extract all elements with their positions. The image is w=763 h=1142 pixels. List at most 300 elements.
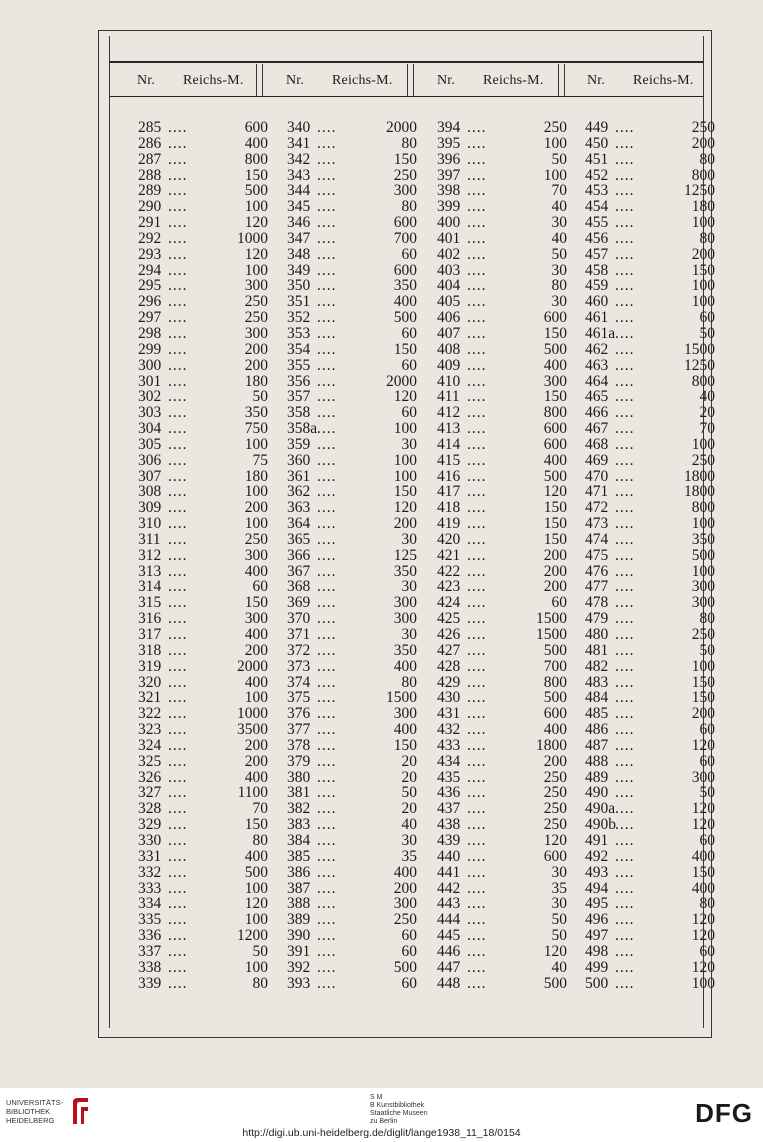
table-row bbox=[585, 168, 715, 184]
leader-dots: .... bbox=[615, 372, 635, 390]
item-number: 388 bbox=[287, 895, 311, 913]
leader-dots: .... bbox=[168, 958, 188, 976]
leader-dots: .... bbox=[467, 752, 487, 770]
price-value: 40 bbox=[551, 958, 567, 976]
item-number: 485 bbox=[585, 705, 609, 723]
item-number: 356 bbox=[287, 372, 311, 390]
table-row bbox=[585, 849, 715, 865]
table-row bbox=[585, 374, 715, 390]
table-row bbox=[287, 405, 417, 421]
price-value: 1800 bbox=[684, 483, 715, 501]
price-value: 500 bbox=[543, 467, 567, 485]
leader-dots: .... bbox=[317, 420, 337, 438]
item-number: 432 bbox=[437, 721, 461, 739]
leader-dots: .... bbox=[615, 958, 635, 976]
item-number: 324 bbox=[138, 736, 162, 754]
leader-dots: .... bbox=[168, 705, 188, 723]
price-value: 20 bbox=[401, 752, 417, 770]
leader-dots: .... bbox=[615, 626, 635, 643]
price-value: 3500 bbox=[237, 721, 268, 739]
table-row bbox=[138, 706, 268, 722]
item-number: 489 bbox=[585, 768, 609, 786]
table-row bbox=[287, 215, 417, 231]
leader-dots: .... bbox=[168, 879, 188, 897]
item-number: 484 bbox=[585, 689, 609, 707]
table-row bbox=[138, 595, 268, 611]
leader-dots: .... bbox=[467, 182, 487, 200]
price-value: 400 bbox=[543, 721, 567, 739]
leader-dots: .... bbox=[467, 546, 487, 564]
price-value: 50 bbox=[551, 911, 567, 929]
item-number: 482 bbox=[585, 657, 609, 675]
price-value: 150 bbox=[691, 689, 715, 707]
table-row bbox=[585, 263, 715, 279]
table-row bbox=[138, 944, 268, 960]
price-value: 120 bbox=[543, 483, 567, 501]
price-value: 250 bbox=[244, 530, 268, 548]
leader-dots: .... bbox=[467, 150, 487, 168]
leader-dots: .... bbox=[317, 911, 337, 929]
table-row bbox=[437, 358, 567, 374]
leader-dots: .... bbox=[168, 356, 188, 374]
table-row bbox=[287, 231, 417, 247]
price-value: 180 bbox=[244, 467, 268, 485]
price-value: 350 bbox=[244, 404, 268, 422]
price-value: 150 bbox=[691, 261, 715, 279]
table-row bbox=[138, 168, 268, 184]
item-number: 469 bbox=[585, 451, 609, 469]
leader-dots: .... bbox=[168, 388, 188, 406]
item-number: 461 bbox=[585, 309, 609, 327]
price-value: 300 bbox=[244, 546, 268, 564]
item-number: 330 bbox=[138, 831, 162, 849]
table-row bbox=[585, 215, 715, 231]
leader-dots: .... bbox=[615, 641, 635, 659]
item-number: 449 bbox=[585, 119, 609, 136]
item-number: 323 bbox=[138, 721, 162, 739]
leader-dots: .... bbox=[317, 879, 337, 897]
table-row bbox=[437, 675, 567, 691]
price-value: 100 bbox=[691, 657, 715, 675]
leader-dots: .... bbox=[467, 673, 487, 691]
leader-dots: .... bbox=[615, 721, 635, 739]
price-value: 120 bbox=[244, 214, 268, 232]
price-value: 120 bbox=[244, 895, 268, 913]
leader-dots: .... bbox=[615, 435, 635, 453]
museum-stamp: S M B Kunstbibliothek Staatliche Museen zu Berlin bbox=[370, 1094, 428, 1125]
price-value: 600 bbox=[543, 309, 567, 327]
header-rule bbox=[109, 96, 703, 97]
price-value: 150 bbox=[543, 515, 567, 533]
item-number: 385 bbox=[287, 847, 311, 865]
table-row bbox=[287, 643, 417, 659]
item-number: 317 bbox=[138, 626, 162, 643]
table-row bbox=[287, 865, 417, 881]
price-value: 150 bbox=[691, 863, 715, 881]
leader-dots: .... bbox=[467, 119, 487, 136]
price-value: 100 bbox=[244, 911, 268, 929]
item-number: 336 bbox=[138, 927, 162, 945]
leader-dots: .... bbox=[615, 768, 635, 786]
price-value: 250 bbox=[543, 816, 567, 834]
price-value: 100 bbox=[393, 451, 417, 469]
leader-dots: .... bbox=[467, 578, 487, 596]
table-row bbox=[287, 627, 417, 643]
leader-dots: .... bbox=[168, 784, 188, 802]
item-number: 291 bbox=[138, 214, 162, 232]
item-number: 403 bbox=[437, 261, 461, 279]
table-row bbox=[585, 564, 715, 580]
table-row bbox=[585, 928, 715, 944]
leader-dots: .... bbox=[317, 626, 337, 643]
table-row bbox=[437, 833, 567, 849]
leader-dots: .... bbox=[168, 467, 188, 485]
leader-dots: .... bbox=[317, 261, 337, 279]
table-row bbox=[138, 881, 268, 897]
item-number: 395 bbox=[437, 134, 461, 152]
price-value: 200 bbox=[691, 134, 715, 152]
item-number: 386 bbox=[287, 863, 311, 881]
item-number: 450 bbox=[585, 134, 609, 152]
item-number: 366 bbox=[287, 546, 311, 564]
table-row bbox=[138, 278, 268, 294]
table-row bbox=[585, 865, 715, 881]
item-number: 398 bbox=[437, 182, 461, 200]
price-value: 350 bbox=[393, 641, 417, 659]
item-number: 333 bbox=[138, 879, 162, 897]
leader-dots: .... bbox=[168, 594, 188, 612]
item-number: 487 bbox=[585, 736, 609, 754]
price-value: 200 bbox=[691, 245, 715, 263]
table-row bbox=[585, 801, 715, 817]
leader-dots: .... bbox=[615, 182, 635, 200]
table-row bbox=[585, 754, 715, 770]
item-number: 438 bbox=[437, 816, 461, 834]
price-value: 1500 bbox=[684, 340, 715, 358]
table-row bbox=[437, 168, 567, 184]
item-number: 368 bbox=[287, 578, 311, 596]
leader-dots: .... bbox=[467, 847, 487, 865]
item-number: 293 bbox=[138, 245, 162, 263]
item-number: 443 bbox=[437, 895, 461, 913]
nr-label: Nr. bbox=[437, 73, 456, 88]
leader-dots: .... bbox=[467, 594, 487, 612]
price-value: 120 bbox=[244, 245, 268, 263]
table-row bbox=[138, 564, 268, 580]
leader-dots: .... bbox=[615, 119, 635, 136]
leader-dots: .... bbox=[317, 499, 337, 517]
table-row bbox=[437, 215, 567, 231]
price-value: 600 bbox=[543, 705, 567, 723]
table-row bbox=[287, 881, 417, 897]
item-number: 396 bbox=[437, 150, 461, 168]
table-row bbox=[437, 659, 567, 675]
price-value: 250 bbox=[543, 768, 567, 786]
leader-dots: .... bbox=[467, 721, 487, 739]
table-row bbox=[437, 421, 567, 437]
price-value: 50 bbox=[699, 784, 715, 802]
leader-dots: .... bbox=[168, 150, 188, 168]
item-number: 481 bbox=[585, 641, 609, 659]
leader-dots: .... bbox=[615, 562, 635, 580]
table-row bbox=[138, 342, 268, 358]
leader-dots: .... bbox=[317, 610, 337, 628]
leader-dots: .... bbox=[615, 166, 635, 184]
item-number: 326 bbox=[138, 768, 162, 786]
item-number: 309 bbox=[138, 499, 162, 517]
table-row bbox=[585, 231, 715, 247]
price-value: 150 bbox=[244, 816, 268, 834]
item-number: 286 bbox=[138, 134, 162, 152]
table-row bbox=[437, 928, 567, 944]
table-row bbox=[437, 881, 567, 897]
table-row bbox=[287, 326, 417, 342]
price-value: 200 bbox=[393, 879, 417, 897]
item-number: 376 bbox=[287, 705, 311, 723]
table-row bbox=[585, 469, 715, 485]
item-number: 460 bbox=[585, 293, 609, 311]
price-value: 250 bbox=[393, 911, 417, 929]
item-number: 328 bbox=[138, 800, 162, 818]
item-number: 455 bbox=[585, 214, 609, 232]
item-number: 440 bbox=[437, 847, 461, 865]
price-value: 200 bbox=[244, 736, 268, 754]
table-row bbox=[585, 310, 715, 326]
item-number: 472 bbox=[585, 499, 609, 517]
item-number: 476 bbox=[585, 562, 609, 580]
leader-dots: .... bbox=[615, 784, 635, 802]
leader-dots: .... bbox=[168, 261, 188, 279]
item-number: 349 bbox=[287, 261, 311, 279]
leader-dots: .... bbox=[168, 673, 188, 691]
table-row bbox=[585, 389, 715, 405]
item-number: 312 bbox=[138, 546, 162, 564]
item-number: 318 bbox=[138, 641, 162, 659]
item-number: 461a bbox=[585, 324, 616, 342]
price-value: 150 bbox=[393, 483, 417, 501]
leader-dots: .... bbox=[467, 324, 487, 342]
item-number: 421 bbox=[437, 546, 461, 564]
table-row bbox=[287, 152, 417, 168]
leader-dots: .... bbox=[168, 404, 188, 422]
item-number: 407 bbox=[437, 324, 461, 342]
column-header bbox=[137, 73, 277, 89]
table-row bbox=[138, 579, 268, 595]
leader-dots: .... bbox=[615, 150, 635, 168]
price-value: 20 bbox=[699, 404, 715, 422]
table-row bbox=[585, 881, 715, 897]
price-value: 60 bbox=[699, 831, 715, 849]
table-row bbox=[437, 817, 567, 833]
table-row bbox=[585, 675, 715, 691]
price-value: 300 bbox=[691, 768, 715, 786]
item-number: 433 bbox=[437, 736, 461, 754]
price-value: 50 bbox=[551, 245, 567, 263]
leader-dots: .... bbox=[467, 372, 487, 390]
table-row bbox=[585, 896, 715, 912]
table-row bbox=[585, 437, 715, 453]
table-row bbox=[138, 801, 268, 817]
price-value: 80 bbox=[401, 198, 417, 216]
item-number: 437 bbox=[437, 800, 461, 818]
price-value: 120 bbox=[691, 958, 715, 976]
table-row bbox=[138, 643, 268, 659]
leader-dots: .... bbox=[317, 309, 337, 327]
item-number: 347 bbox=[287, 229, 311, 247]
price-value: 125 bbox=[393, 546, 417, 564]
item-number: 358 bbox=[287, 404, 311, 422]
price-column-1 bbox=[138, 120, 268, 991]
item-number: 321 bbox=[138, 689, 162, 707]
price-value: 100 bbox=[244, 435, 268, 453]
table-row bbox=[437, 469, 567, 485]
price-value: 400 bbox=[393, 721, 417, 739]
leader-dots: .... bbox=[317, 689, 337, 707]
table-row bbox=[287, 342, 417, 358]
item-number: 337 bbox=[138, 942, 162, 960]
leader-dots: .... bbox=[168, 752, 188, 770]
item-number: 319 bbox=[138, 657, 162, 675]
item-number: 451 bbox=[585, 150, 609, 168]
leader-dots: .... bbox=[467, 895, 487, 913]
price-value: 800 bbox=[244, 150, 268, 168]
price-value: 400 bbox=[543, 356, 567, 374]
price-value: 60 bbox=[401, 245, 417, 263]
source-url-link[interactable]: http://digi.ub.uni-heidelberg.de/diglit/lange1938_11_18/0154 bbox=[242, 1127, 521, 1139]
table-row bbox=[287, 120, 417, 136]
price-value: 60 bbox=[699, 721, 715, 739]
price-value: 80 bbox=[252, 831, 268, 849]
item-number: 490 bbox=[585, 784, 609, 802]
item-number: 434 bbox=[437, 752, 461, 770]
item-number: 428 bbox=[437, 657, 461, 675]
leader-dots: .... bbox=[168, 420, 188, 438]
leader-dots: .... bbox=[317, 388, 337, 406]
item-number: 338 bbox=[138, 958, 162, 976]
table-row bbox=[287, 595, 417, 611]
table-row bbox=[437, 437, 567, 453]
leader-dots: .... bbox=[168, 578, 188, 596]
table-row bbox=[138, 928, 268, 944]
leader-dots: .... bbox=[615, 420, 635, 438]
leader-dots: .... bbox=[168, 800, 188, 818]
item-number: 416 bbox=[437, 467, 461, 485]
price-value: 60 bbox=[699, 942, 715, 960]
price-value: 1800 bbox=[684, 467, 715, 485]
item-number: 393 bbox=[287, 974, 311, 992]
table-row bbox=[585, 833, 715, 849]
table-row bbox=[585, 627, 715, 643]
item-number: 329 bbox=[138, 816, 162, 834]
price-value: 60 bbox=[401, 942, 417, 960]
price-value: 30 bbox=[401, 626, 417, 643]
table-row bbox=[138, 326, 268, 342]
item-number: 339 bbox=[138, 974, 162, 992]
leader-dots: .... bbox=[467, 942, 487, 960]
leader-dots: .... bbox=[467, 483, 487, 501]
price-value: 120 bbox=[393, 388, 417, 406]
table-row bbox=[287, 500, 417, 516]
table-row bbox=[437, 738, 567, 754]
item-number: 415 bbox=[437, 451, 461, 469]
viewer-footer bbox=[0, 1088, 763, 1142]
table-row bbox=[437, 785, 567, 801]
item-number: 287 bbox=[138, 150, 162, 168]
price-value: 100 bbox=[691, 214, 715, 232]
item-number: 491 bbox=[585, 831, 609, 849]
price-value: 700 bbox=[393, 229, 417, 247]
leader-dots: .... bbox=[615, 388, 635, 406]
item-number: 448 bbox=[437, 974, 461, 992]
table-row bbox=[585, 342, 715, 358]
price-value: 40 bbox=[401, 816, 417, 834]
leader-dots: .... bbox=[317, 562, 337, 580]
leader-dots: .... bbox=[615, 499, 635, 517]
leader-dots: .... bbox=[467, 657, 487, 675]
leader-dots: .... bbox=[317, 530, 337, 548]
item-number: 492 bbox=[585, 847, 609, 865]
item-number: 424 bbox=[437, 594, 461, 612]
price-value: 80 bbox=[551, 277, 567, 295]
leader-dots: .... bbox=[467, 451, 487, 469]
item-number: 340 bbox=[287, 119, 311, 136]
table-row bbox=[138, 833, 268, 849]
price-value: 150 bbox=[543, 388, 567, 406]
price-value: 400 bbox=[543, 451, 567, 469]
leader-dots: .... bbox=[317, 578, 337, 596]
price-value: 150 bbox=[244, 594, 268, 612]
item-number: 391 bbox=[287, 942, 311, 960]
table-row bbox=[437, 579, 567, 595]
item-number: 296 bbox=[138, 293, 162, 311]
leader-dots: .... bbox=[615, 214, 635, 232]
leader-dots: .... bbox=[168, 863, 188, 881]
leader-dots: .... bbox=[317, 277, 337, 295]
leader-dots: .... bbox=[168, 942, 188, 960]
item-number: 441 bbox=[437, 863, 461, 881]
table-row bbox=[287, 421, 417, 437]
price-column-4 bbox=[585, 120, 715, 991]
price-value: 60 bbox=[401, 404, 417, 422]
price-value: 30 bbox=[401, 435, 417, 453]
price-value: 40 bbox=[699, 388, 715, 406]
table-row bbox=[138, 849, 268, 865]
leader-dots: .... bbox=[317, 340, 337, 358]
table-row bbox=[585, 152, 715, 168]
price-column-3 bbox=[437, 120, 567, 991]
table-row bbox=[287, 484, 417, 500]
price-value: 80 bbox=[699, 150, 715, 168]
leader-dots: .... bbox=[467, 530, 487, 548]
price-value: 80 bbox=[401, 134, 417, 152]
price-value: 120 bbox=[691, 800, 715, 818]
table-row bbox=[585, 706, 715, 722]
table-row bbox=[585, 199, 715, 215]
leader-dots: .... bbox=[615, 515, 635, 533]
price-value: 250 bbox=[691, 451, 715, 469]
leader-dots: .... bbox=[317, 134, 337, 152]
leader-dots: .... bbox=[168, 277, 188, 295]
price-value: 250 bbox=[543, 119, 567, 136]
leader-dots: .... bbox=[467, 420, 487, 438]
leader-dots: .... bbox=[467, 562, 487, 580]
table-row bbox=[287, 579, 417, 595]
leader-dots: .... bbox=[317, 927, 337, 945]
leader-dots: .... bbox=[168, 229, 188, 247]
item-number: 435 bbox=[437, 768, 461, 786]
item-number: 423 bbox=[437, 578, 461, 596]
price-value: 100 bbox=[244, 689, 268, 707]
